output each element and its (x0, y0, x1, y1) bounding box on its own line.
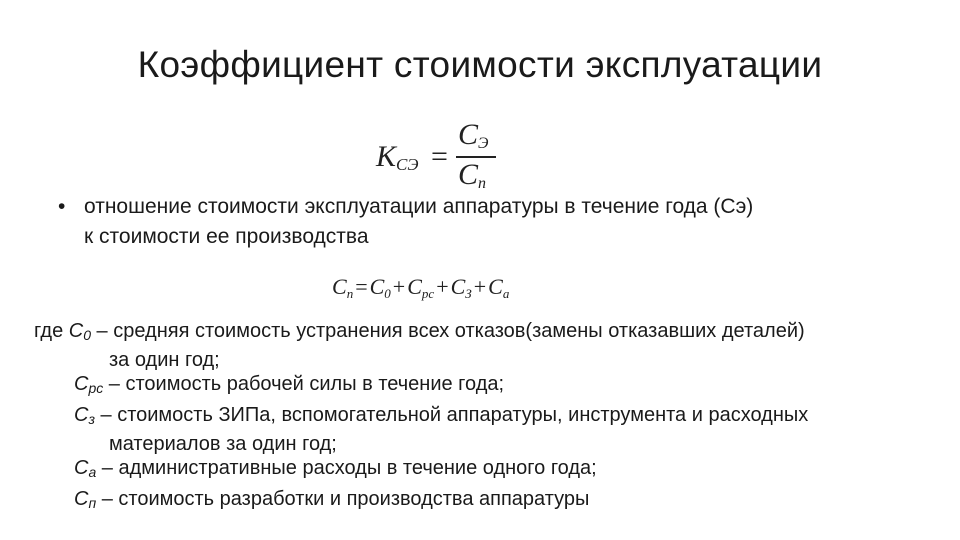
term-c0 (370, 274, 391, 299)
definition-text: – административные расходы в течение одного года; (96, 457, 597, 479)
term-symbol: C (369, 274, 385, 299)
definition-cn (34, 486, 934, 517)
term-subscript: 0 (384, 286, 391, 301)
operator: = (355, 274, 368, 299)
term-symbol: C (488, 274, 503, 299)
symbol-letter: C (74, 404, 89, 426)
operator: + (436, 274, 449, 299)
definitions-list (34, 318, 934, 517)
term-c3 (451, 274, 472, 299)
term-symbol: C (332, 274, 347, 299)
formula-lhs (376, 140, 419, 175)
symbol-letter: C (74, 373, 89, 395)
symbol-subscript: 0 (83, 327, 91, 343)
definition-symbol (69, 320, 91, 342)
term-subscript: n (346, 286, 354, 301)
numerator-symbol: C (458, 118, 479, 151)
formula-equals: = (431, 140, 448, 173)
formula-lhs-symbol: K (376, 140, 397, 173)
term-cpc (407, 274, 434, 299)
operator: + (392, 274, 406, 299)
denominator-subscript: n (478, 175, 487, 192)
term-symbol: C (407, 274, 422, 299)
cost-coefficient-formula (376, 118, 506, 194)
formula-denominator (458, 158, 486, 193)
term-symbol: C (450, 274, 466, 299)
term-subscript: З (465, 286, 472, 301)
definition-text: – стоимость ЗИПа, вспомогательной аппаратуры, инструмента и расходных (94, 404, 809, 426)
operator: + (473, 274, 487, 299)
numerator-subscript: Э (478, 135, 489, 152)
definition-symbol (74, 373, 103, 395)
bullet-marker: • (58, 195, 66, 218)
bullet-line-1: отношение стоимости эксплуатации аппаратуры в течение года (Cэ) (84, 195, 754, 218)
symbol-subscript: п (88, 495, 97, 511)
definition-symbol (74, 404, 95, 426)
denominator-symbol: C (458, 158, 479, 191)
definition-text: – стоимость разработки и производства аппаратуры (96, 488, 590, 510)
bullet-line-2: к стоимости ее производства (84, 225, 369, 248)
bullet-text (84, 192, 924, 252)
term-ca (488, 274, 509, 299)
term-cn (332, 274, 353, 299)
definition-prefix: где (34, 320, 69, 342)
definition-c0 (34, 318, 934, 349)
formula-lhs-subscript: CЭ (396, 155, 419, 174)
symbol-subscript: рс (88, 380, 104, 396)
symbol-letter: C (74, 457, 89, 479)
definition-text: – средняя стоимость устранения всех отказов(замены отказавших деталей) (91, 320, 805, 342)
definition-text: – стоимость рабочей силы в течение года; (103, 373, 505, 395)
slide-title: Коэффициент стоимости эксплуатации (137, 44, 823, 85)
formula-numerator (458, 118, 489, 153)
symbol-subscript: з (88, 411, 95, 427)
definition-ca (34, 455, 934, 486)
production-cost-formula (332, 274, 509, 302)
definition-c0-continuation: за один год; (109, 349, 220, 371)
term-subscript: a (502, 286, 510, 301)
term-subscript: pc (421, 286, 435, 301)
symbol-letter: C (74, 488, 89, 510)
definition-c3-continuation: материалов за один год; (109, 433, 337, 455)
definition-symbol (74, 488, 96, 510)
symbol-letter: C (68, 320, 84, 342)
definition-cpc (34, 371, 934, 402)
definition-c3 (34, 402, 934, 433)
symbol-subscript: а (88, 464, 97, 480)
definition-symbol (74, 457, 96, 479)
